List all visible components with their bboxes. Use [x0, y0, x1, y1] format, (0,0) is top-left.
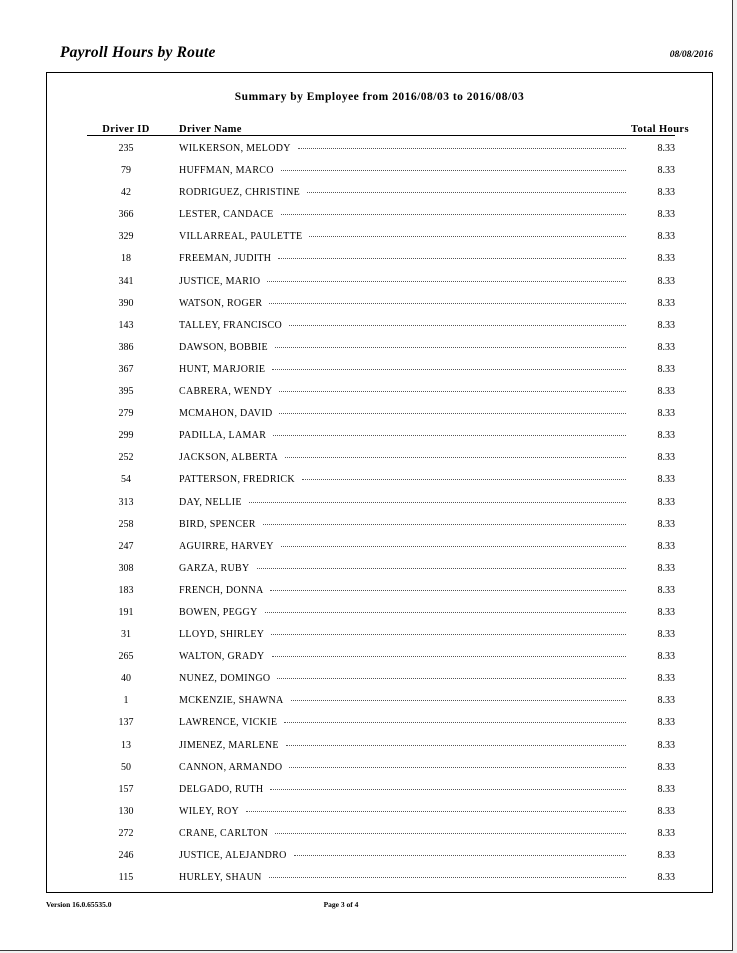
- dot-leader: [291, 693, 626, 703]
- cell-total-hours: 8.33: [657, 584, 675, 596]
- report-date: 08/08/2016: [669, 50, 713, 60]
- cell-total-hours: 8.33: [657, 165, 675, 177]
- table-row: [87, 406, 675, 428]
- table-row: [87, 826, 675, 848]
- cell-total-hours: 8.33: [657, 673, 675, 685]
- cell-total-hours: 8.33: [657, 297, 675, 309]
- dot-leader: [307, 185, 626, 195]
- dot-leader: [279, 384, 626, 394]
- table-row: [87, 185, 675, 207]
- cell-driver-name: HUFFMAN, MARCO: [179, 165, 274, 177]
- dot-leader: [278, 251, 626, 261]
- cell-driver-id: 18: [121, 253, 131, 265]
- cell-driver-name: RODRIGUEZ, CHRISTINE: [179, 187, 300, 199]
- cell-total-hours: 8.33: [657, 341, 675, 353]
- dot-leader: [298, 141, 626, 151]
- footer-version: Version 16.0.65535.0: [46, 900, 112, 909]
- table-row: [87, 296, 675, 318]
- dot-leader: [294, 848, 626, 858]
- cell-driver-id: 183: [118, 584, 134, 596]
- cell-driver-id: 130: [118, 805, 134, 817]
- cell-total-hours: 8.33: [657, 386, 675, 398]
- cell-driver-name: FRENCH, DONNA: [179, 584, 264, 596]
- cell-total-hours: 8.33: [657, 518, 675, 530]
- cell-driver-name: JACKSON, ALBERTA: [179, 452, 278, 464]
- column-header-total-hours: Total Hours: [631, 124, 689, 135]
- cell-total-hours: 8.33: [657, 783, 675, 795]
- cell-driver-id: 191: [118, 606, 134, 618]
- dot-leader: [272, 362, 626, 372]
- cell-driver-id: 40: [121, 673, 131, 685]
- cell-total-hours: 8.33: [657, 253, 675, 265]
- cell-total-hours: 8.33: [657, 695, 675, 707]
- cell-driver-name: TALLEY, FRANCISCO: [179, 319, 283, 331]
- cell-driver-id: 79: [121, 165, 131, 177]
- table-row: [87, 207, 675, 229]
- cell-driver-id: 272: [118, 827, 134, 839]
- dot-leader: [289, 760, 626, 770]
- cell-driver-name: JIMENEZ, MARLENE: [179, 739, 279, 751]
- dot-leader: [277, 671, 626, 681]
- cell-total-hours: 8.33: [657, 496, 675, 508]
- cell-driver-name: BIRD, SPENCER: [179, 518, 256, 530]
- table-row: [87, 671, 675, 693]
- dot-leader: [246, 804, 626, 814]
- dot-leader: [281, 163, 626, 173]
- cell-driver-name: HUNT, MARJORIE: [179, 363, 266, 375]
- cell-driver-name: NUNEZ, DOMINGO: [179, 673, 271, 685]
- table-row: [87, 274, 675, 296]
- table-row: [87, 163, 675, 185]
- cell-total-hours: 8.33: [657, 827, 675, 839]
- cell-total-hours: 8.33: [657, 717, 675, 729]
- cell-driver-id: 313: [118, 496, 134, 508]
- dot-leader: [269, 296, 626, 306]
- cell-total-hours: 8.33: [657, 430, 675, 442]
- cell-total-hours: 8.33: [657, 363, 675, 375]
- table-row: [87, 804, 675, 826]
- table-row: [87, 870, 675, 892]
- dot-leader: [249, 495, 626, 505]
- cell-driver-id: 386: [118, 341, 134, 353]
- cell-driver-id: 143: [118, 319, 134, 331]
- report-footer: [46, 900, 713, 916]
- report-body-box: [46, 72, 713, 893]
- cell-driver-name: WATSON, ROGER: [179, 297, 263, 309]
- cell-total-hours: 8.33: [657, 408, 675, 420]
- cell-total-hours: 8.33: [657, 850, 675, 861]
- cell-driver-name: CANNON, ARMANDO: [179, 761, 283, 773]
- table-header-row: [87, 115, 689, 135]
- dot-leader: [270, 583, 626, 593]
- payroll-table: [87, 115, 689, 135]
- table-row: [87, 760, 675, 782]
- cell-total-hours: 8.33: [657, 474, 675, 486]
- cell-driver-id: 1: [123, 695, 129, 707]
- cell-driver-id: 137: [118, 717, 134, 729]
- cell-total-hours: 8.33: [657, 872, 675, 884]
- table-row: [87, 848, 675, 870]
- cell-driver-id: 341: [118, 275, 134, 287]
- cell-driver-id: 115: [118, 872, 134, 884]
- table-row: [87, 428, 675, 450]
- cell-driver-id: 299: [118, 430, 134, 442]
- cell-driver-name: WILKERSON, MELODY: [179, 143, 291, 154]
- cell-driver-name: JUSTICE, MARIO: [179, 275, 261, 287]
- dot-leader: [267, 274, 626, 284]
- cell-total-hours: 8.33: [657, 739, 675, 751]
- dot-leader: [272, 649, 626, 659]
- dot-leader: [281, 207, 627, 217]
- dot-leader: [284, 715, 626, 725]
- table-row: [87, 450, 675, 472]
- table-row: [87, 649, 675, 671]
- cell-total-hours: 8.33: [657, 452, 675, 464]
- table-row: [87, 782, 675, 804]
- cell-driver-name: DAY, NELLIE: [179, 496, 242, 508]
- dot-leader: [271, 627, 626, 637]
- dot-leader: [269, 870, 626, 880]
- table-row: [87, 583, 675, 605]
- cell-driver-name: AGUIRRE, HARVEY: [179, 540, 274, 552]
- page-title: Payroll Hours by Route: [60, 44, 216, 61]
- dot-leader: [302, 472, 626, 482]
- cell-driver-id: 279: [118, 408, 134, 420]
- table-row: [87, 495, 675, 517]
- cell-total-hours: 8.33: [657, 187, 675, 199]
- cell-driver-name: VILLARREAL, PAULETTE: [179, 231, 303, 243]
- table-row: [87, 539, 675, 561]
- cell-driver-id: 265: [118, 651, 134, 663]
- cell-driver-name: MCKENZIE, SHAWNA: [179, 695, 284, 707]
- dot-leader: [257, 561, 626, 571]
- cell-driver-id: 235: [118, 143, 134, 154]
- cell-driver-name: PATTERSON, FREDRICK: [179, 474, 295, 486]
- cell-driver-name: CABRERA, WENDY: [179, 386, 273, 398]
- cell-driver-id: 50: [121, 761, 131, 773]
- cell-total-hours: 8.33: [657, 651, 675, 663]
- table-row: [87, 340, 675, 362]
- cell-driver-id: 31: [121, 629, 131, 641]
- dot-leader: [270, 782, 626, 792]
- cell-driver-id: 54: [121, 474, 131, 486]
- cell-driver-name: FREEMAN, JUDITH: [179, 253, 272, 265]
- table-row: [87, 141, 675, 163]
- cell-total-hours: 8.33: [657, 540, 675, 552]
- cell-driver-id: 157: [118, 783, 134, 795]
- cell-driver-name: DAWSON, BOBBIE: [179, 341, 268, 353]
- dot-leader: [289, 318, 626, 328]
- table-row: [87, 715, 675, 737]
- cell-driver-name: LLOYD, SHIRLEY: [179, 629, 265, 641]
- cell-total-hours: 8.33: [657, 209, 675, 221]
- table-row: [87, 627, 675, 649]
- table-row: [87, 229, 675, 251]
- table-row: [87, 561, 675, 583]
- cell-total-hours: 8.33: [657, 275, 675, 287]
- table-row: [87, 517, 675, 539]
- report-header: [46, 44, 713, 68]
- cell-total-hours: 8.33: [657, 629, 675, 641]
- cell-driver-name: LESTER, CANDACE: [179, 209, 274, 221]
- cell-total-hours: 8.33: [657, 319, 675, 331]
- dot-leader: [279, 406, 626, 416]
- dot-leader: [273, 428, 626, 438]
- dot-leader: [285, 450, 626, 460]
- cell-driver-id: 308: [118, 562, 134, 574]
- cell-driver-id: 252: [118, 452, 134, 464]
- cell-driver-id: 13: [121, 739, 131, 751]
- cell-driver-id: 395: [118, 386, 134, 398]
- cell-total-hours: 8.33: [657, 231, 675, 243]
- cell-driver-id: 367: [118, 363, 134, 375]
- table-row: [87, 738, 675, 760]
- table-row: [87, 318, 675, 340]
- column-header-driver-name: Driver Name: [179, 124, 242, 135]
- cell-driver-id: 42: [121, 187, 131, 199]
- cell-driver-name: JUSTICE, ALEJANDRO: [179, 850, 287, 861]
- cell-driver-name: MCMAHON, DAVID: [179, 408, 273, 420]
- dot-leader: [309, 229, 626, 239]
- header-rule: [87, 135, 675, 136]
- cell-driver-name: BOWEN, PEGGY: [179, 606, 258, 618]
- cell-driver-id: 246: [118, 850, 134, 861]
- cell-driver-name: CRANE, CARLTON: [179, 827, 269, 839]
- cell-driver-name: PADILLA, LAMAR: [179, 430, 267, 442]
- cell-total-hours: 8.33: [657, 606, 675, 618]
- summary-heading: Summary by Employee from 2016/08/03 to 2016/08/03: [234, 91, 525, 103]
- cell-total-hours: 8.33: [657, 761, 675, 773]
- footer-page-number: Page 3 of 4: [323, 900, 359, 909]
- dot-leader: [281, 539, 626, 549]
- table-row: [87, 472, 675, 494]
- cell-driver-name: GARZA, RUBY: [179, 562, 250, 574]
- table-row: [87, 384, 675, 406]
- cell-driver-id: 390: [118, 297, 134, 309]
- dot-leader: [265, 605, 626, 615]
- dot-leader: [275, 826, 626, 836]
- table-row: [87, 362, 675, 384]
- cell-driver-name: LAWRENCE, VICKIE: [179, 717, 278, 729]
- table-row: [87, 251, 675, 273]
- cell-driver-name: HURLEY, SHAUN: [179, 872, 262, 884]
- cell-driver-name: WILEY, ROY: [179, 805, 240, 817]
- cell-driver-id: 247: [118, 540, 134, 552]
- cell-driver-id: 329: [118, 231, 134, 243]
- table-row: [87, 693, 675, 715]
- cell-driver-id: 258: [118, 518, 134, 530]
- cell-driver-name: WALTON, GRADY: [179, 651, 265, 663]
- dot-leader: [275, 340, 626, 350]
- cell-total-hours: 8.33: [657, 805, 675, 817]
- cell-driver-name: DELGADO, RUTH: [179, 783, 264, 795]
- cell-driver-id: 366: [118, 209, 134, 221]
- table-row: [87, 605, 675, 627]
- cell-total-hours: 8.33: [657, 562, 675, 574]
- column-header-driver-id: Driver ID: [102, 124, 150, 135]
- dot-leader: [263, 517, 626, 527]
- payroll-table-body: [87, 141, 675, 892]
- dot-leader: [286, 738, 626, 748]
- cell-total-hours: 8.33: [657, 143, 675, 154]
